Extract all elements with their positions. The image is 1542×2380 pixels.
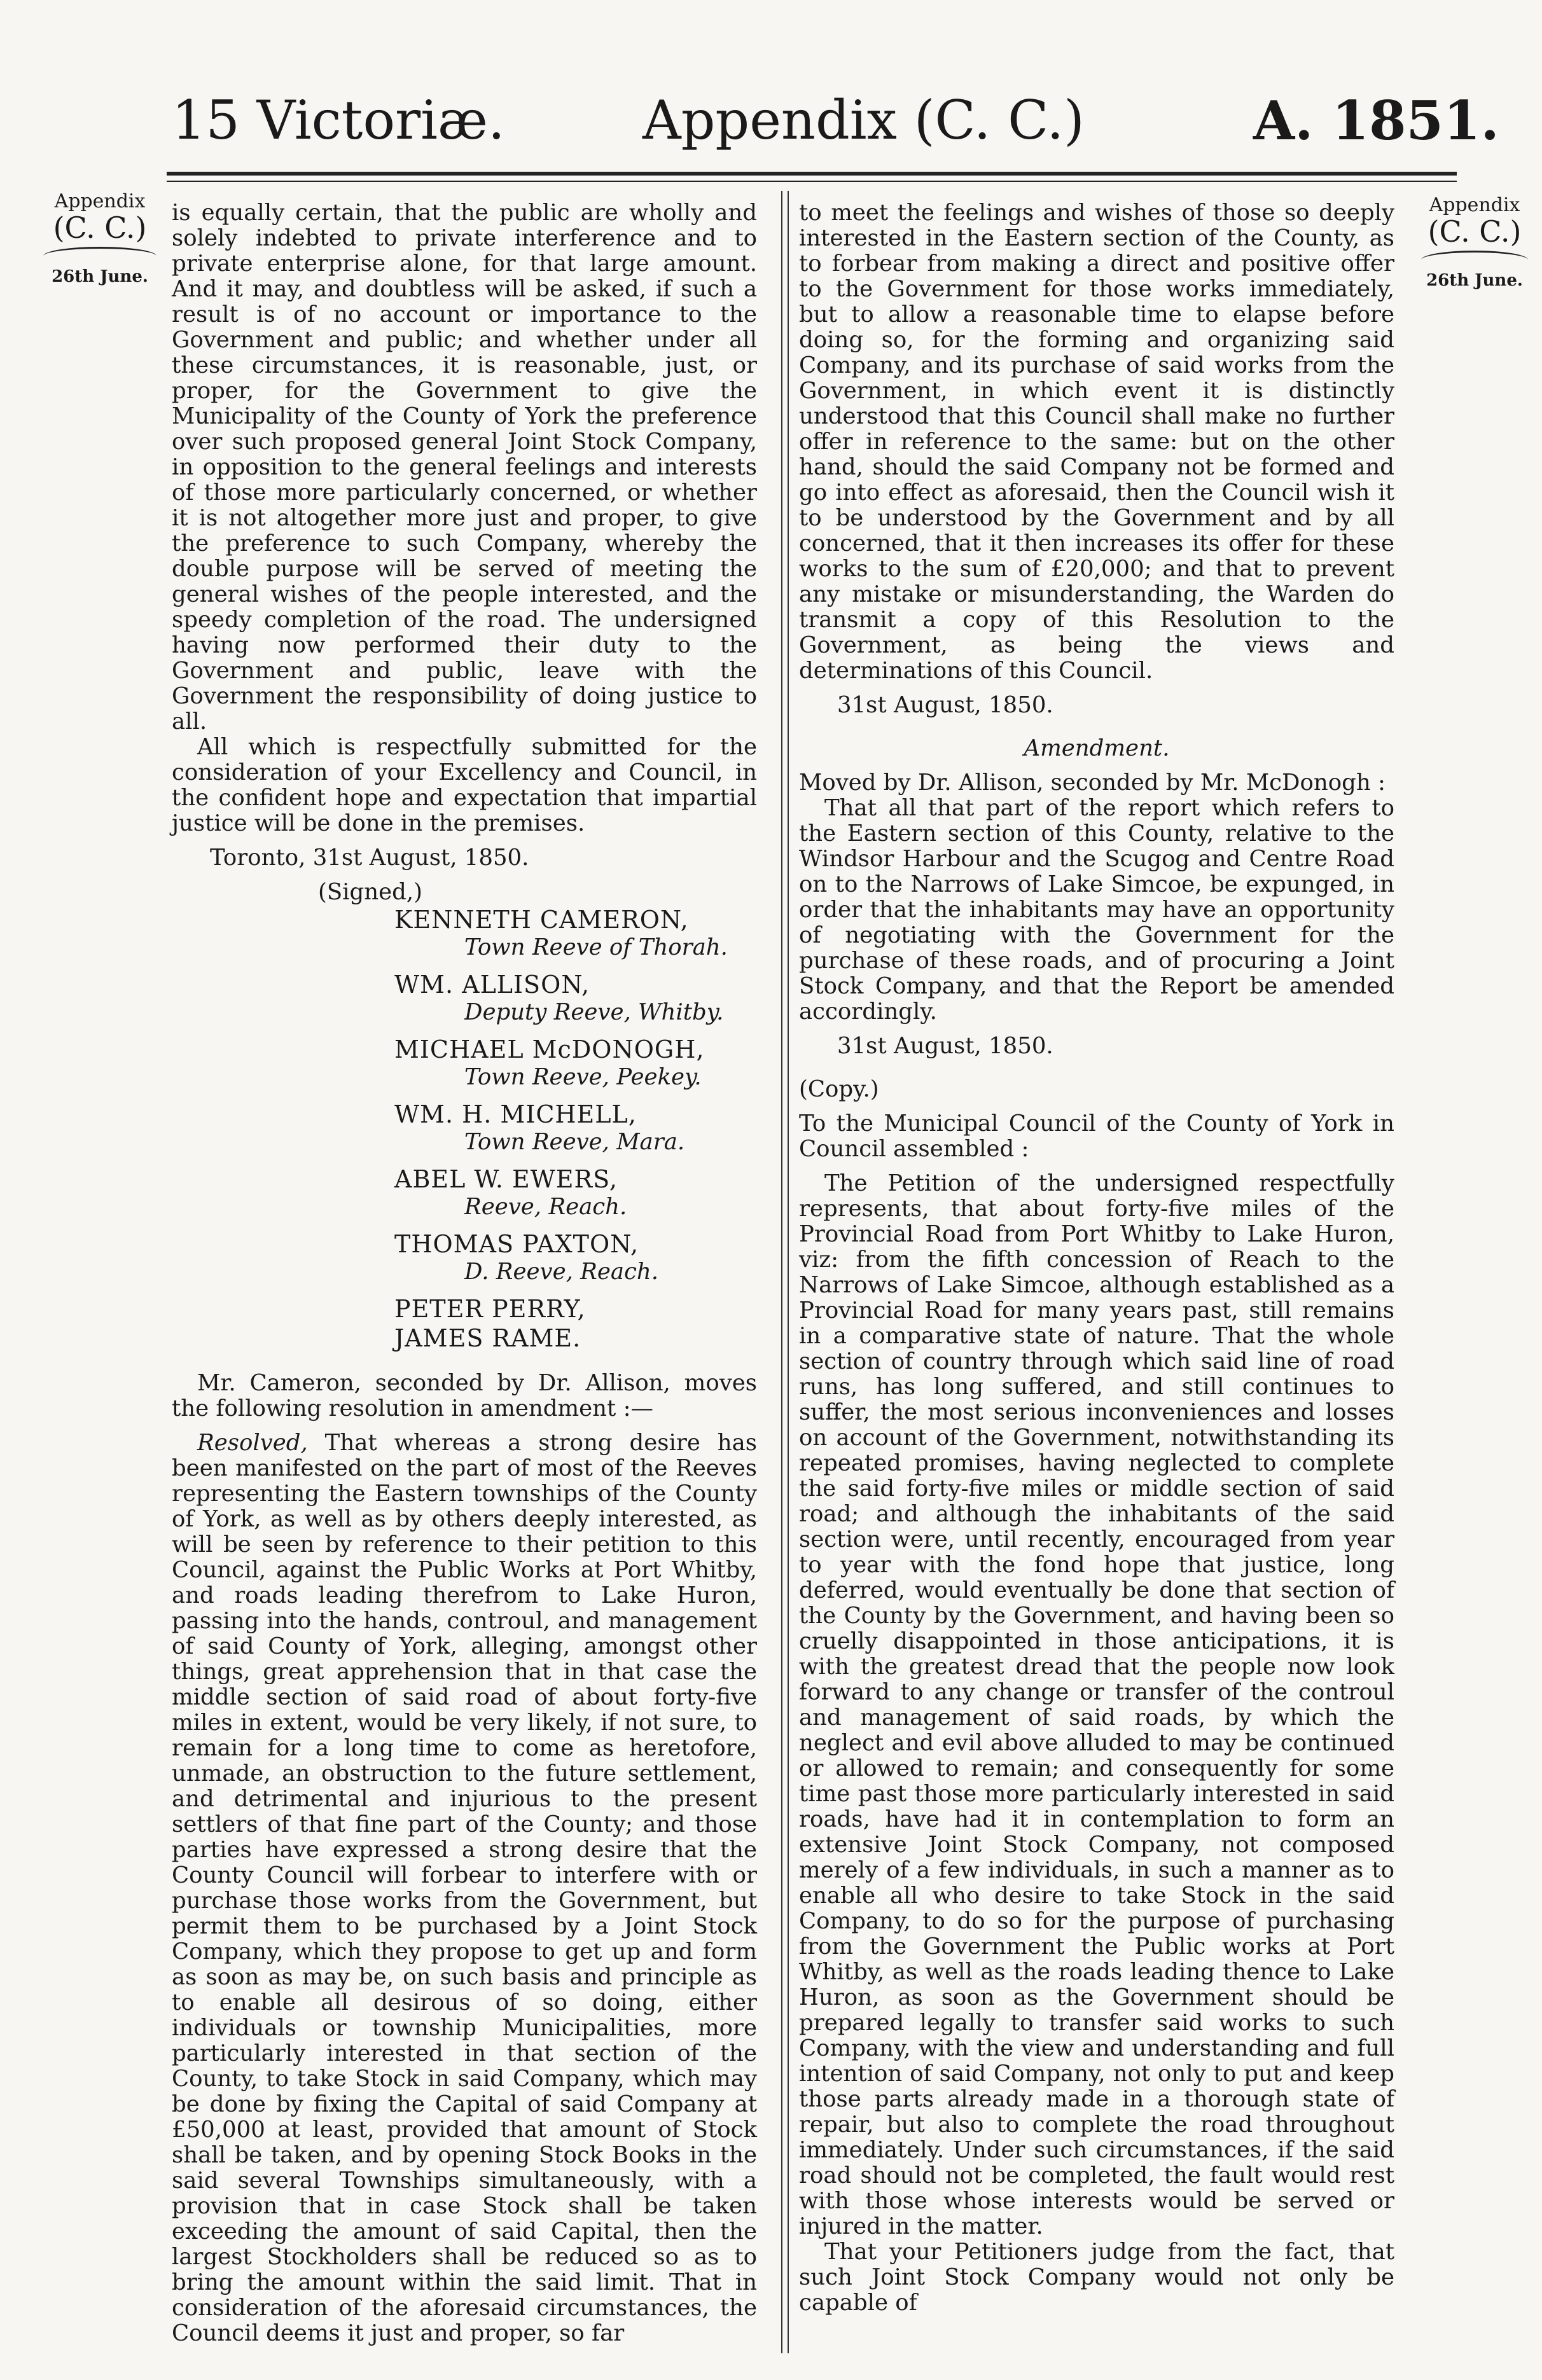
signatory-title: Town Reeve, Mara. [464, 1129, 685, 1155]
margin-note-left [39, 191, 160, 286]
running-header [0, 76, 1542, 153]
resolution-text [172, 1430, 757, 2346]
resolution-date: 31st August, 1850. [837, 692, 1053, 718]
margin-note-right [1417, 195, 1532, 289]
signatory-name: MICHAEL McDONOGH, [394, 1035, 705, 1063]
resolution-body: That whereas a strong desire has been manifested on the part of most of the Reeves representing the Eastern townships of the County of York, as well as by others deeply interested, as will be seen by reference to their petition to this Council, against the Public Works at Port Whitby, and roads leading therefrom to Lake Huron, passing into the hands, controul, and management of said County of York, alleging, amongst other things, great apprehension that in that case the middle section of said road of about forty-five miles in extent, would be very likely, if not sure, to remain for a long time to come as heretofore, unmade, an obstruction to the future settlement, and detrimental and injurious to the present settlers of that fine part of the County; and those parties have expressed a strong desire that the County Council will forbear to interfere with or purchase those works from the Government, but permit them to be purchased by a Joint Stock Company, which they propose to get up and form as soon as may be, on such basis and principle as to enable all desirous of so doing, either individuals or township Municipalities, more particularly interested in that section of the County, to take Stock in said Company, which may be done by fixing the Capital of said Company at £50,000 at least, provided that amount of Stock shall be taken, and by opening Stock Books in the said several Townships simultaneously, with a provision that in case Stock shall be taken exceeding the amount of said Capital, then the largest Stockholders shall be reduced so as to bring the amount within the said limit. That in consideration of the aforesaid circumstances, the Council deems it just and proper, so far [172, 1430, 757, 2346]
signatory-title: Town Reeve, Peekey. [464, 1064, 702, 1090]
amendment-date: 31st August, 1850. [837, 1033, 1053, 1059]
signatory-name: JAMES RAME. [394, 1324, 581, 1352]
continued-paragraph: is equally certain, that the public are wholly and solely indebted to private interference and to private enterprise alone, for that large amount. And it may, and doubtless will be asked, if such a result is of no account or importance to the Government and public; and whether under all these circumstances, it is reasonable, just, or proper, for the Government to give the Municipality of the County of York the preference over such proposed general Joint Stock Company, in opposition to the general feelings and interests of those more particularly concerned, or whether it is not altogether more just and proper, to give the preference to such Company, whereby the double purpose will be served of meeting the general wishes of the people interested, and the speedy completion of the road. The undersigned having now performed their duty to the Government and public, leave with the Government the responsibility of doing justice to all. [172, 200, 757, 735]
petition-paragraph: The Petition of the undersigned respectfully represents, that about forty-five miles of the Provincial Road from Port Whitby to Lake Huron, viz: from the fifth concession of Reach to the Narrows of Lake Simcoe, although established as a Provincial Road for many years past, still remains in a comparative state of nature. That the whole section of country through which said line of road runs, has long suffered, and still continues to suffer, the most serious inconveniences and losses on account of the Government, notwithstanding its repeated promises, having neglected to complete the said forty-five miles or middle section of said road; and although the inhabitants of the said section were, until recently, encouraged from year to year with the fond hope that justice, long deferred, would eventually be done that section of the County by the Government, and having been so cruelly disappointed in those anticipations, it is with the greatest dread that the people now look forward to any change or transfer of the controul and management of said roads, by which the neglect and evil above alluded to may be continued or allowed to remain; and consequently for some time past those more particularly interested in said roads, have had it in contemplation to form an extensive Joint Stock Company, not composed merely of a few individuals, in such a manner as to enable all who desire to take Stock in the said Company, to do so for the purpose of purchasing from the Government the Public works at Port Whitby, as well as the roads leading thence to Lake Huron, as soon as the Government should be prepared legally to transfer said works to such Company, with the view and understanding and full intention of said Company, not only to put and keep those parts already made in a thorough state of repair, but also to complete the road throughout immediately. Under such circumstances, if the said road should not be completed, the fault would rest with those whose interests would be served or injured in the matter. [799, 1170, 1394, 2239]
header-rule-thin [167, 181, 1457, 182]
copy-label: (Copy.) [799, 1076, 879, 1102]
signatory-title: Deputy Reeve, Whitby. [464, 999, 724, 1025]
margin-appendix-code: (C. C.) [53, 211, 147, 245]
margin-date: 26th June. [52, 266, 148, 286]
signatory-title: Reeve, Reach. [464, 1194, 627, 1220]
margin-brace [1421, 251, 1528, 269]
amendment-heading: Amendment. [1024, 735, 1170, 761]
signatory-name: KENNETH CAMERON, [394, 906, 689, 934]
motion-text: Mr. Cameron, seconded by Dr. Allison, moves the following resolution in amendment :— [172, 1370, 757, 1422]
petition-paragraph: That your Petitioners judge from the fact, that such Joint Stock Company would not only be capable of [799, 2239, 1394, 2316]
amendment-text: That all that part of the report which refers to the Eastern section of this County, relative to the Windsor Harbour and the Scugog and Centre Road on to the Narrows of Lake Simcoe, be expunged, in order that the inhabitants may have an opportunity of negotiating with the Government for the purchase of these roads, and of procuring a Joint Stock Company, and that the Report be amended accordingly. [799, 795, 1394, 1025]
margin-date: 26th June. [1426, 270, 1523, 290]
margin-appendix-code: (C. C.) [1427, 214, 1522, 249]
header-rule-thick [167, 172, 1457, 176]
amendment-moved: Moved by Dr. Allison, seconded by Mr. McDonogh : [799, 770, 1386, 796]
signatory-title: Town Reeve of Thorah. [464, 934, 728, 960]
header-session: 15 Victoriæ. [172, 89, 505, 151]
continued-paragraph: to meet the feelings and wishes of those so deeply interested in the Eastern section of the County, as to forbear from making a direct and positive offer to the Government for those works immediately, but to allow a reasonable time to elapse before doing so, for the forming and organizing said Company, and its purchase of said works from the Government, in which event it is distinctly understood that this Council shall make no further offer in reference to the same: but on the other hand, should the said Company not be formed and go into effect as aforesaid, then the Council wish it to be understood by the Government and by all concerned, that it then increases its offer for these works to the sum of £20,000; and that to prevent any mistake or misunderstanding, the Warden do transmit a copy of this Resolution to the Government, as being the views and determinations of this Council. [799, 200, 1394, 684]
signatory-title: D. Reeve, Reach. [464, 1259, 659, 1285]
column-divider [781, 191, 789, 2353]
signatory-name: ABEL W. EWERS, [394, 1165, 618, 1193]
margin-appendix-label: Appendix [1429, 194, 1520, 216]
signatory-name: WM. ALLISON, [394, 971, 590, 999]
header-year: A. 1851. [1253, 89, 1499, 152]
signatory-name: WM. H. MICHELL, [394, 1100, 637, 1128]
margin-brace [43, 247, 156, 265]
margin-appendix-label: Appendix [54, 190, 146, 212]
petition-date: Toronto, 31st August, 1850. [210, 845, 529, 871]
submission-paragraph: All which is respectfully submitted for the consideration of your Excellency and Council, in the confident hope and expectation that impartial justice will be done in the premises. [172, 734, 757, 836]
resolved-word: Resolved, [197, 1430, 308, 1456]
signatory-name: PETER PERRY, [394, 1295, 586, 1323]
signed-label: (Signed,) [318, 879, 422, 905]
header-appendix: Appendix (C. C.) [642, 89, 1085, 151]
petition-address: To the Municipal Council of the County of York in Council assembled : [799, 1110, 1394, 1162]
left-column [172, 200, 757, 2346]
right-column [799, 200, 1394, 2316]
signatory-name: THOMAS PAXTON, [394, 1230, 639, 1258]
signature-block [172, 905, 757, 1353]
